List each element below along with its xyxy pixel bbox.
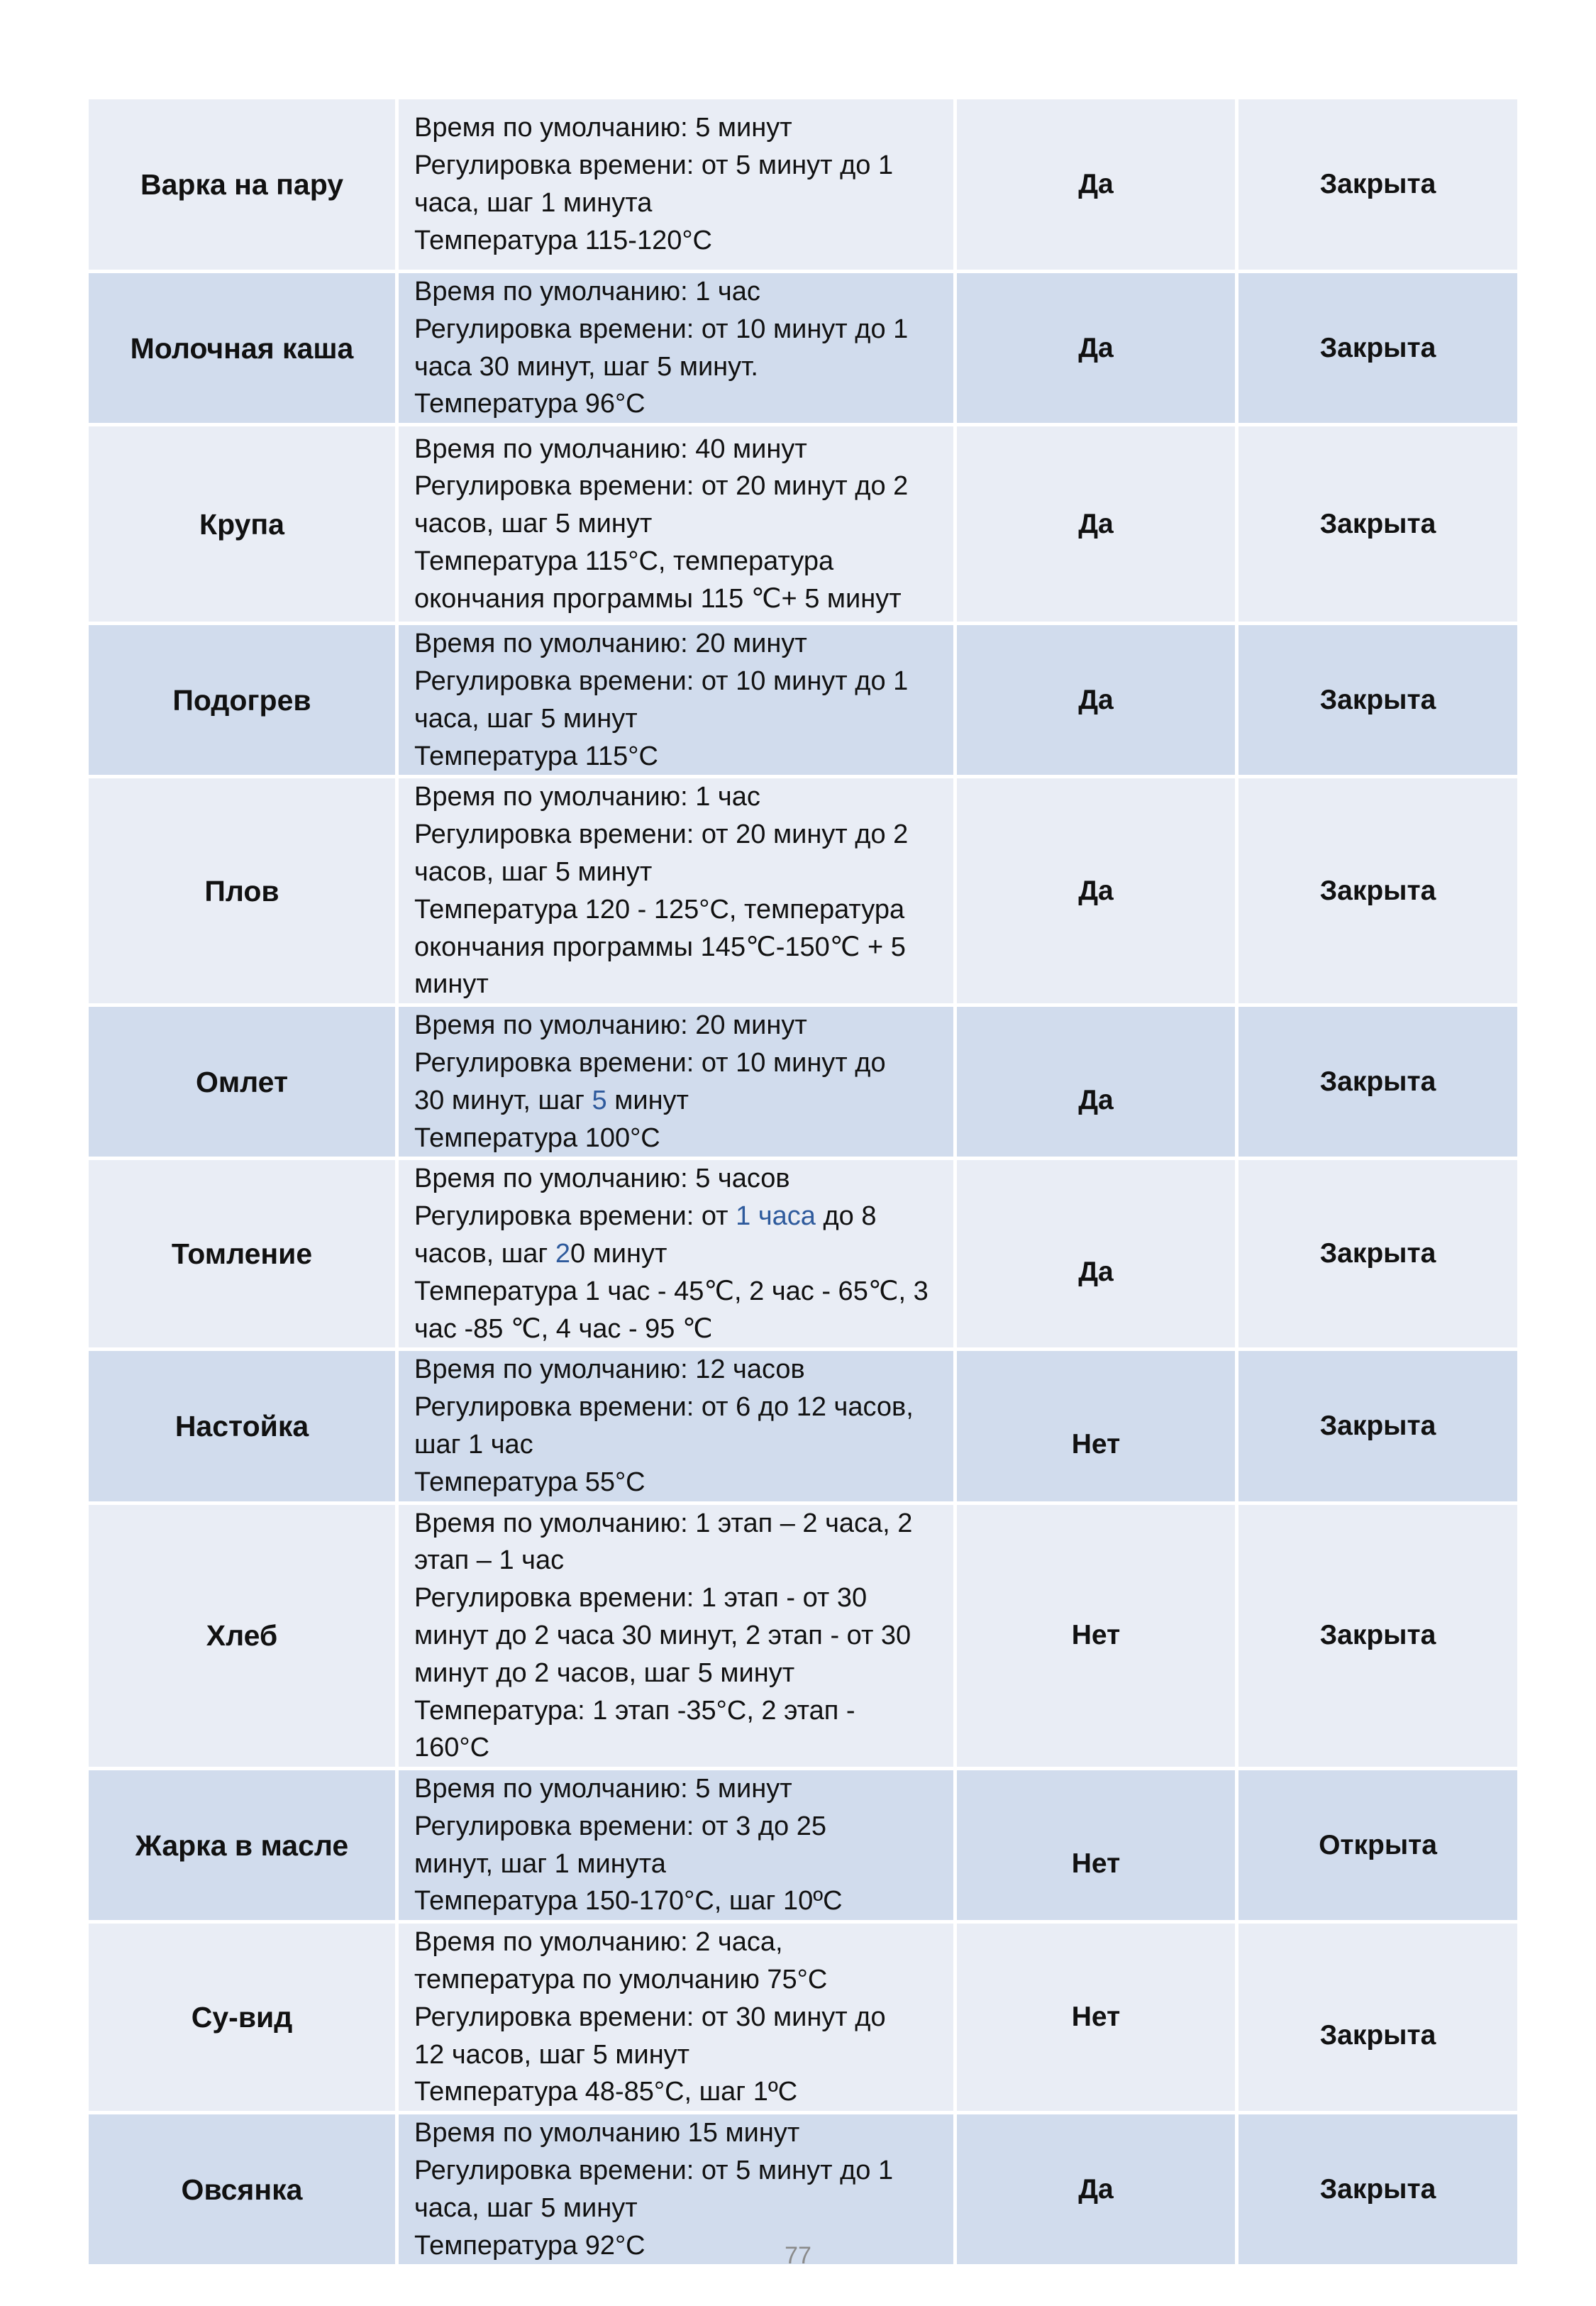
- description-line: Время по умолчанию: 20 минут: [414, 1010, 807, 1041]
- description-line: Регулировка времени: от 5 минут до 1: [414, 150, 894, 181]
- table-row: [89, 1505, 1517, 1767]
- description-line: окончания программы 145℃-150℃ + 5: [414, 932, 906, 962]
- program-name: Овсянка: [89, 2114, 395, 2264]
- option-value: [957, 1160, 1235, 1347]
- text-segment: Регулировка времени: от: [414, 1201, 736, 1232]
- highlighted-value: 1 часа: [736, 1201, 816, 1232]
- text-segment: минут: [606, 1085, 689, 1115]
- description-line: Время по умолчанию: 5 минут: [414, 113, 792, 143]
- program-name: Варка на пару: [89, 99, 395, 270]
- description-line: Регулировка времени: от 3 до 25: [414, 1811, 826, 1841]
- description-line: 160°С: [414, 1733, 490, 1763]
- program-name: Крупа: [89, 426, 395, 622]
- page-number: 77: [785, 2242, 811, 2269]
- option-value: Да: [957, 99, 1235, 270]
- description-line: Время по умолчанию: 40 минут: [414, 434, 807, 464]
- table-row: [89, 273, 1517, 423]
- table-row: [89, 625, 1517, 775]
- program-name: Хлеб: [89, 1505, 395, 1767]
- text-segment: до 8: [815, 1201, 877, 1232]
- lid-state: Закрыта: [1238, 426, 1517, 622]
- description-line: Температура 120 - 125°С, температура: [414, 894, 905, 925]
- program-description: [399, 99, 953, 270]
- highlighted-value: 5: [592, 1085, 607, 1115]
- highlighted-value: 2: [555, 1238, 570, 1269]
- program-name: Плов: [89, 778, 395, 1003]
- description-line: Время по умолчанию: 5 минут: [414, 1774, 792, 1804]
- description-line: Время по умолчанию: 1 час: [414, 277, 760, 307]
- description-line: Регулировка времени: от 10 минут до 1: [414, 314, 909, 344]
- lid-state: [1238, 1924, 1517, 2111]
- description-line: Температура 115°С: [414, 741, 658, 771]
- program-description: [399, 1351, 953, 1501]
- description-line: Регулировка времени: от 5 минут до 1: [414, 2156, 894, 2186]
- description-line: [414, 1235, 945, 1273]
- text-segment: 0 минут: [570, 1238, 667, 1269]
- description-line: Регулировка времени: от 30 минут до: [414, 2002, 886, 2032]
- option-value: Да: [957, 625, 1235, 775]
- description-line: час -85 ℃, 4 час - 95 ℃: [414, 1313, 713, 1344]
- lid-state: Закрыта: [1238, 625, 1517, 775]
- description-line: Регулировка времени: от 20 минут до 2: [414, 471, 909, 502]
- table-row: [89, 1007, 1517, 1157]
- option-value: Да: [957, 426, 1235, 622]
- option-text: Нет: [1071, 1848, 1121, 1879]
- description-line: часа, шаг 5 минут: [414, 703, 638, 734]
- description-line: Температура 1 час - 45℃, 2 час - 65℃, 3: [414, 1276, 929, 1306]
- table-row: [89, 1351, 1517, 1501]
- description-line: [414, 1198, 945, 1235]
- table-row: [89, 1160, 1517, 1347]
- description-line: окончания программы 115 ℃+ 5 минут: [414, 583, 902, 614]
- program-name: Молочная каша: [89, 273, 395, 423]
- option-value: [957, 1007, 1235, 1157]
- description-line: шаг 1 час: [414, 1429, 533, 1460]
- description-line: Температура 96°С: [414, 389, 645, 419]
- table-row: [89, 1924, 1517, 2111]
- program-name: Су-вид: [89, 1924, 395, 2111]
- table-row: [89, 426, 1517, 622]
- lid-state: Закрыта: [1238, 2114, 1517, 2264]
- description-line: часа 30 минут, шаг 5 минут.: [414, 351, 758, 382]
- description-line: Температура 115-120°С: [414, 225, 712, 255]
- program-description: [399, 1007, 953, 1157]
- programs-table: [85, 96, 1521, 2268]
- description-line: Температура 92°С: [414, 2230, 645, 2261]
- option-value: Да: [957, 2114, 1235, 2264]
- lid-state: Открыта: [1238, 1770, 1517, 1920]
- description-line: Время по умолчанию: 5 часов: [414, 1164, 790, 1194]
- description-line: Регулировка времени: от 10 минут до 1: [414, 666, 909, 696]
- description-line: Время по умолчанию 15 минут: [414, 2118, 800, 2148]
- description-line: Температура 48-85°С, шаг 1ºС: [414, 2077, 798, 2107]
- option-value: Нет: [957, 1924, 1235, 2111]
- lid-state: Закрыта: [1238, 1351, 1517, 1501]
- program-description: [399, 1924, 953, 2111]
- description-line: минут до 2 часа 30 минут, 2 этап - от 30: [414, 1620, 911, 1650]
- description-line: минут, шаг 1 минута: [414, 1848, 666, 1879]
- description-line: Время по умолчанию: 12 часов: [414, 1355, 805, 1385]
- description-line: этап – 1 час: [414, 1545, 565, 1576]
- program-name: Подогрев: [89, 625, 395, 775]
- option-text: Да: [1078, 1084, 1114, 1115]
- table-row: [89, 778, 1517, 1003]
- option-value: [957, 1770, 1235, 1920]
- description-line: часов, шаг 5 минут: [414, 856, 653, 887]
- option-text: Да: [1078, 1257, 1114, 1288]
- description-line: Время по умолчанию: 1 час: [414, 782, 760, 812]
- option-value: Да: [957, 778, 1235, 1003]
- program-description: [399, 1160, 953, 1347]
- lid-state: Закрыта: [1238, 1160, 1517, 1347]
- description-line: минут до 2 часов, шаг 5 минут: [414, 1657, 795, 1688]
- description-line: Регулировка времени: 1 этап - от 30: [414, 1583, 868, 1613]
- lid-state: Закрыта: [1238, 99, 1517, 270]
- description-line: Время по умолчанию: 2 часа,: [414, 1927, 783, 1958]
- program-name: Жарка в масле: [89, 1770, 395, 1920]
- program-description: [399, 273, 953, 423]
- option-value: [957, 1351, 1235, 1501]
- lid-text: Закрыта: [1319, 2020, 1436, 2051]
- program-description: [399, 1770, 953, 1920]
- description-line: Регулировка времени: от 6 до 12 часов,: [414, 1392, 914, 1423]
- option-value: Да: [957, 273, 1235, 423]
- program-description: [399, 426, 953, 622]
- description-line: Время по умолчанию: 20 минут: [414, 629, 807, 659]
- description-line: Температура 55°С: [414, 1467, 645, 1497]
- lid-state: Закрыта: [1238, 1505, 1517, 1767]
- description-line: Температура 100°С: [414, 1122, 660, 1153]
- program-description: [399, 1505, 953, 1767]
- option-value: Нет: [957, 1505, 1235, 1767]
- description-line: минут: [414, 969, 489, 1000]
- lid-state: Закрыта: [1238, 273, 1517, 423]
- description-line: часов, шаг 5 минут: [414, 509, 653, 539]
- table-row: [89, 99, 1517, 270]
- lid-state: Закрыта: [1238, 1007, 1517, 1157]
- text-segment: 30 минут, шаг: [414, 1085, 592, 1115]
- description-line: [414, 1082, 945, 1120]
- description-line: Регулировка времени: от 10 минут до: [414, 1047, 886, 1078]
- description-line: Регулировка времени: от 20 минут до 2: [414, 820, 909, 850]
- table-row: [89, 1770, 1517, 1920]
- program-description: [399, 778, 953, 1003]
- description-line: часа, шаг 5 минут: [414, 2192, 638, 2223]
- description-line: Время по умолчанию: 1 этап – 2 часа, 2: [414, 1508, 913, 1538]
- program-name: Томление: [89, 1160, 395, 1347]
- option-text: Нет: [1071, 1428, 1121, 1460]
- program-name: Настойка: [89, 1351, 395, 1501]
- program-description: [399, 625, 953, 775]
- description-line: температура по умолчанию 75°С: [414, 1965, 828, 1995]
- description-line: часа, шаг 1 минута: [414, 188, 653, 218]
- description-line: Температура 150-170°С, шаг 10ºС: [414, 1886, 843, 1916]
- description-line: Температура: 1 этап -35°С, 2 этап -: [414, 1695, 855, 1726]
- lid-state: Закрыта: [1238, 778, 1517, 1003]
- description-line: Температура 115°С, температура: [414, 546, 834, 577]
- description-line: 12 часов, шаг 5 минут: [414, 2039, 690, 2070]
- text-segment: часов, шаг: [414, 1238, 555, 1269]
- program-name: Омлет: [89, 1007, 395, 1157]
